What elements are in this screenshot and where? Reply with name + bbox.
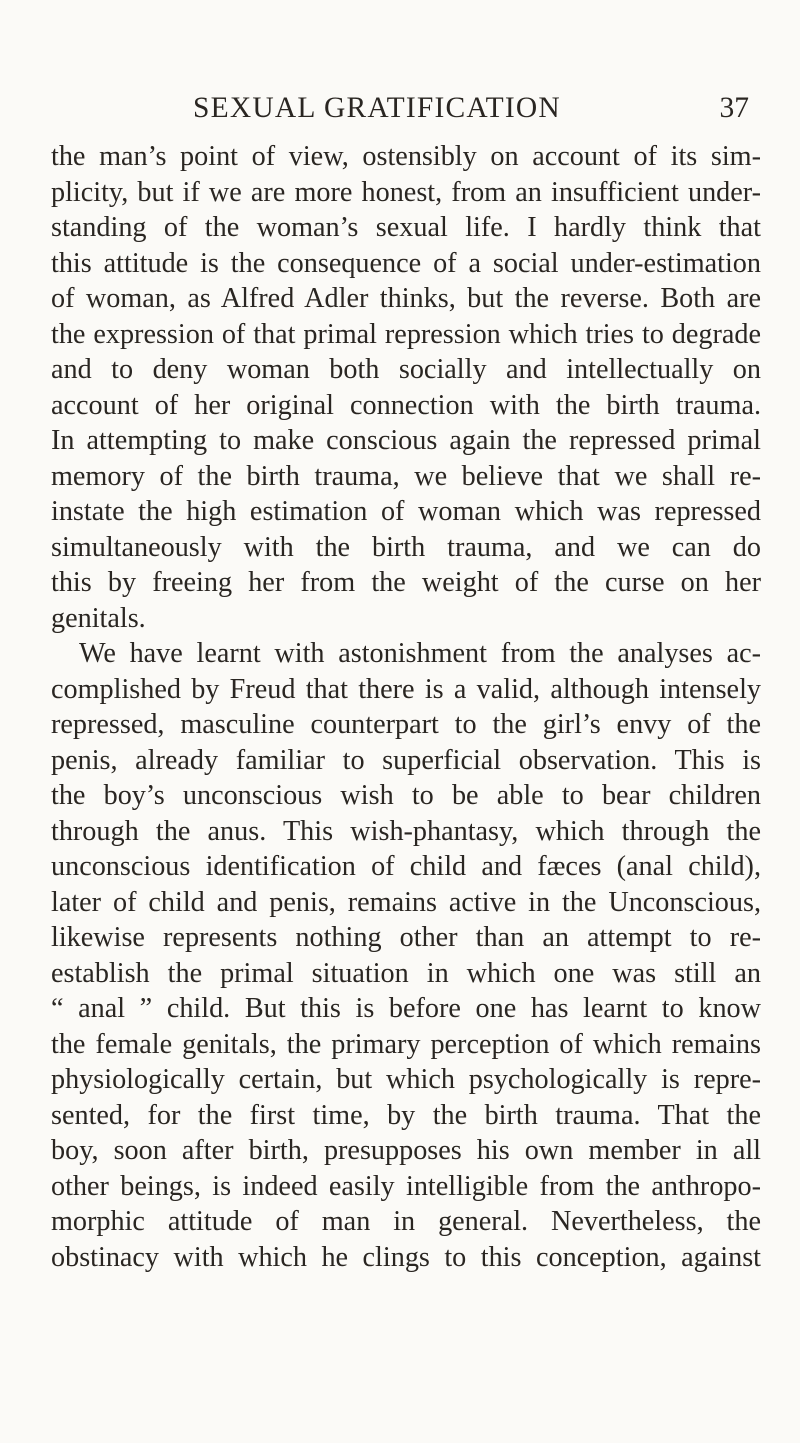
paragraph-first-line: We have learnt with astonishment from the analyses ac-	[79, 638, 761, 669]
text-line: this attitude is the consequence of a social under-estimation	[51, 247, 761, 279]
text-line: “ anal ” child. But this is before one has learnt to know	[51, 993, 761, 1024]
text-line: plicity, but if we are more honest, from an insufficient under-	[51, 176, 761, 208]
text-line: account of her original connection with the birth trauma.	[51, 389, 761, 421]
text-line: of woman, as Alfred Adler thinks, but the reverse. Both are	[51, 283, 761, 314]
text-line: other beings, is indeed easily intelligible from the anthropo-	[51, 1170, 761, 1202]
text-line: the female genitals, the primary perception of which remains	[51, 1028, 761, 1060]
text-line: simultaneously with the birth trauma, and we can do	[51, 531, 761, 563]
text-line: morphic attitude of man in general. Nevertheless, the	[51, 1206, 761, 1237]
text-line: unconscious identification of child and fæces (anal child),	[51, 851, 761, 882]
text-line: through the anus. This wish-phantasy, which through the	[51, 815, 761, 847]
text-line: complished by Freud that there is a valid, although intensely	[51, 673, 761, 705]
text-line: the man’s point of view, ostensibly on account of its sim-	[51, 141, 761, 172]
text-line: and to deny woman both socially and intellectually on	[51, 354, 761, 385]
text-line: penis, already familiar to superficial observation. This is	[51, 744, 761, 776]
text-line: In attempting to make conscious again the repressed primal	[51, 425, 761, 456]
text-line: likewise represents nothing other than an attempt to re-	[51, 922, 761, 953]
running-title: SEXUAL GRATIFICATION	[193, 92, 561, 124]
text-line: later of child and penis, remains active in the Unconscious,	[51, 886, 761, 918]
text-line: establish the primal situation in which one was still an	[51, 957, 761, 989]
text-line: standing of the woman’s sexual life. I hardly think that	[51, 212, 761, 243]
text-line: this by freeing her from the weight of the curse on her	[51, 567, 761, 598]
text-line: the boy’s unconscious wish to be able to bear children	[51, 780, 761, 811]
text-line: genitals.	[51, 602, 146, 634]
text-line: boy, soon after birth, presupposes his own member in all	[51, 1135, 761, 1166]
text-line: sented, for the first time, by the birth trauma. That the	[51, 1099, 761, 1131]
page-number: 37	[719, 92, 749, 124]
text-line: memory of the birth trauma, we believe that we shall re-	[51, 460, 761, 492]
body-text	[51, 139, 761, 1275]
running-head	[193, 88, 749, 128]
text-line: repressed, masculine counterpart to the girl’s envy of the	[51, 709, 761, 740]
text-line: physiologically certain, but which psychologically is repre-	[51, 1064, 761, 1095]
text-line: the expression of that primal repression which tries to degrade	[51, 318, 761, 350]
text-line: obstinacy with which he clings to this conception, against	[51, 1241, 761, 1273]
text-line: instate the high estimation of woman which was repressed	[51, 496, 761, 527]
